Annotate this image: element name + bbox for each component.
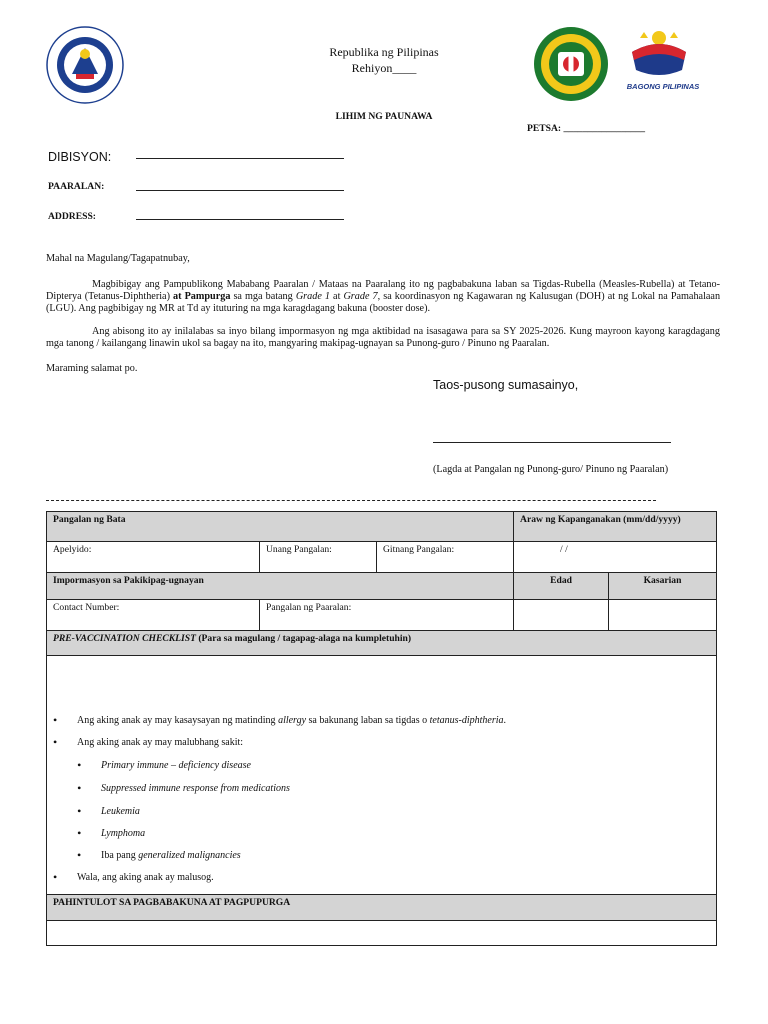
signature-caption: (Lagda at Pangalan ng Punong-guro/ Pinuno ng Paaralan) bbox=[433, 464, 669, 475]
surname-field[interactable]: Apelyido: bbox=[47, 542, 260, 573]
address-line[interactable] bbox=[136, 219, 344, 220]
deped-seal-logo bbox=[46, 26, 124, 104]
republic-heading: Republika ng Pilipinas bbox=[329, 45, 439, 59]
checklist-sub-malignancies[interactable]: • Iba pang generalized malignancies bbox=[77, 848, 241, 862]
first-name-field[interactable]: Unang Pangalan: bbox=[260, 542, 377, 573]
division-label: DIBISYON: bbox=[48, 150, 112, 164]
school-line[interactable] bbox=[136, 190, 344, 191]
birthdate-header: Araw ng Kapanganakan (mm/dd/yyyy) bbox=[514, 512, 717, 542]
consent-form-table bbox=[46, 511, 717, 946]
checklist-header: PRE-VACCINATION CHECKLIST (Para sa magulang / tagapag-alaga na kumpletuhin) bbox=[47, 631, 717, 656]
consent-section-body[interactable] bbox=[47, 921, 717, 946]
checklist-item-healthy[interactable]: • Wala, ang aking anak ay malusog. bbox=[53, 870, 214, 884]
age-field[interactable] bbox=[514, 600, 609, 631]
checklist-sub-leukemia[interactable]: • Leukemia bbox=[77, 804, 140, 818]
address-label: ADDRESS: bbox=[48, 211, 96, 222]
date-field[interactable]: PETSA: _________________ bbox=[527, 123, 646, 134]
sex-header: Kasarian bbox=[609, 573, 717, 600]
closing-text: Taos-pusong sumasainyo, bbox=[433, 378, 579, 392]
date-slashes: / / bbox=[560, 544, 568, 555]
contact-info-header: Impormasyon sa Pakikipag-ugnayan bbox=[47, 573, 514, 600]
letter-title: LIHIM NG PAUNAWA bbox=[335, 111, 433, 122]
checklist-sub-lymphoma[interactable]: • Lymphoma bbox=[77, 826, 146, 840]
age-header: Edad bbox=[514, 573, 609, 600]
sex-field[interactable] bbox=[609, 600, 717, 631]
doh-seal-logo bbox=[533, 26, 609, 102]
salutation: Mahal na Magulang/Tagapatnubay, bbox=[46, 253, 190, 264]
checklist-sub-primary-immune[interactable]: • Primary immune – deficiency disease bbox=[77, 758, 251, 772]
thanks-text: Maraming salamat po. bbox=[46, 363, 138, 374]
checklist-item-illness[interactable]: • Ang aking anak ay may malubhang sakit: bbox=[53, 735, 244, 749]
birthdate-field[interactable] bbox=[514, 542, 717, 573]
signature-line[interactable] bbox=[433, 442, 671, 443]
cut-line bbox=[46, 500, 656, 501]
paragraph-2: Ang abisong ito ay inilalabas sa inyo bilang impormasyon ng mga aktibidad na isasagawa para sa SY 2025-2026. Kung mayroon kayong karagdagang mga tanong / kailangang linawin ukol sa bagay na ito, mangyaring makipag-ugnayan sa Punong-guro / Pinuno ng Paaralan. bbox=[46, 326, 720, 349]
school-label: PAARALAN: bbox=[48, 181, 105, 192]
school-name-field[interactable]: Pangalan ng Paaralan: bbox=[260, 600, 514, 631]
checklist-body bbox=[47, 656, 717, 895]
division-line[interactable] bbox=[136, 158, 344, 159]
child-name-header: Pangalan ng Bata bbox=[47, 512, 514, 542]
checklist-sub-suppressed-immune[interactable]: • Suppressed immune response from medications bbox=[77, 781, 290, 795]
region-heading: Rehiyon____ bbox=[351, 61, 417, 75]
bagong-pilipinas-text: BAGONG PILIPINAS bbox=[626, 82, 700, 91]
middle-name-field[interactable]: Gitnang Pangalan: bbox=[377, 542, 514, 573]
paragraph-1: Magbibigay ang Pampublikong Mababang Paaralan / Mataas na Paaralang ito ng pagbabakuna laban sa Tigdas-Rubella (Measles-Rubella) at Tetano-Dipterya (Tetanus-Diphtheria) at Pampurga sa mga batang Grade 1 at Grade 7, sa koordinasyon ng Kagawaran ng Kalusugan (DOH) at ng Lokal na Pamahalaan (LGU). Ang pagbibigay ng MR at Td ay ituturing na mga karagdagang bakuna (booster dose). bbox=[46, 279, 721, 314]
checklist-item-allergy[interactable]: • Ang aking anak ay may kasaysayan ng matinding allergy sa bakunang laban sa tigdas o tetanus-diphtheria. bbox=[53, 713, 507, 727]
bagong-pilipinas-logo bbox=[624, 22, 704, 98]
contact-number-field[interactable]: Contact Number: bbox=[47, 600, 260, 631]
consent-section-header: PAHINTULOT SA PAGBABAKUNA AT PAGPUPURGA bbox=[47, 895, 717, 921]
